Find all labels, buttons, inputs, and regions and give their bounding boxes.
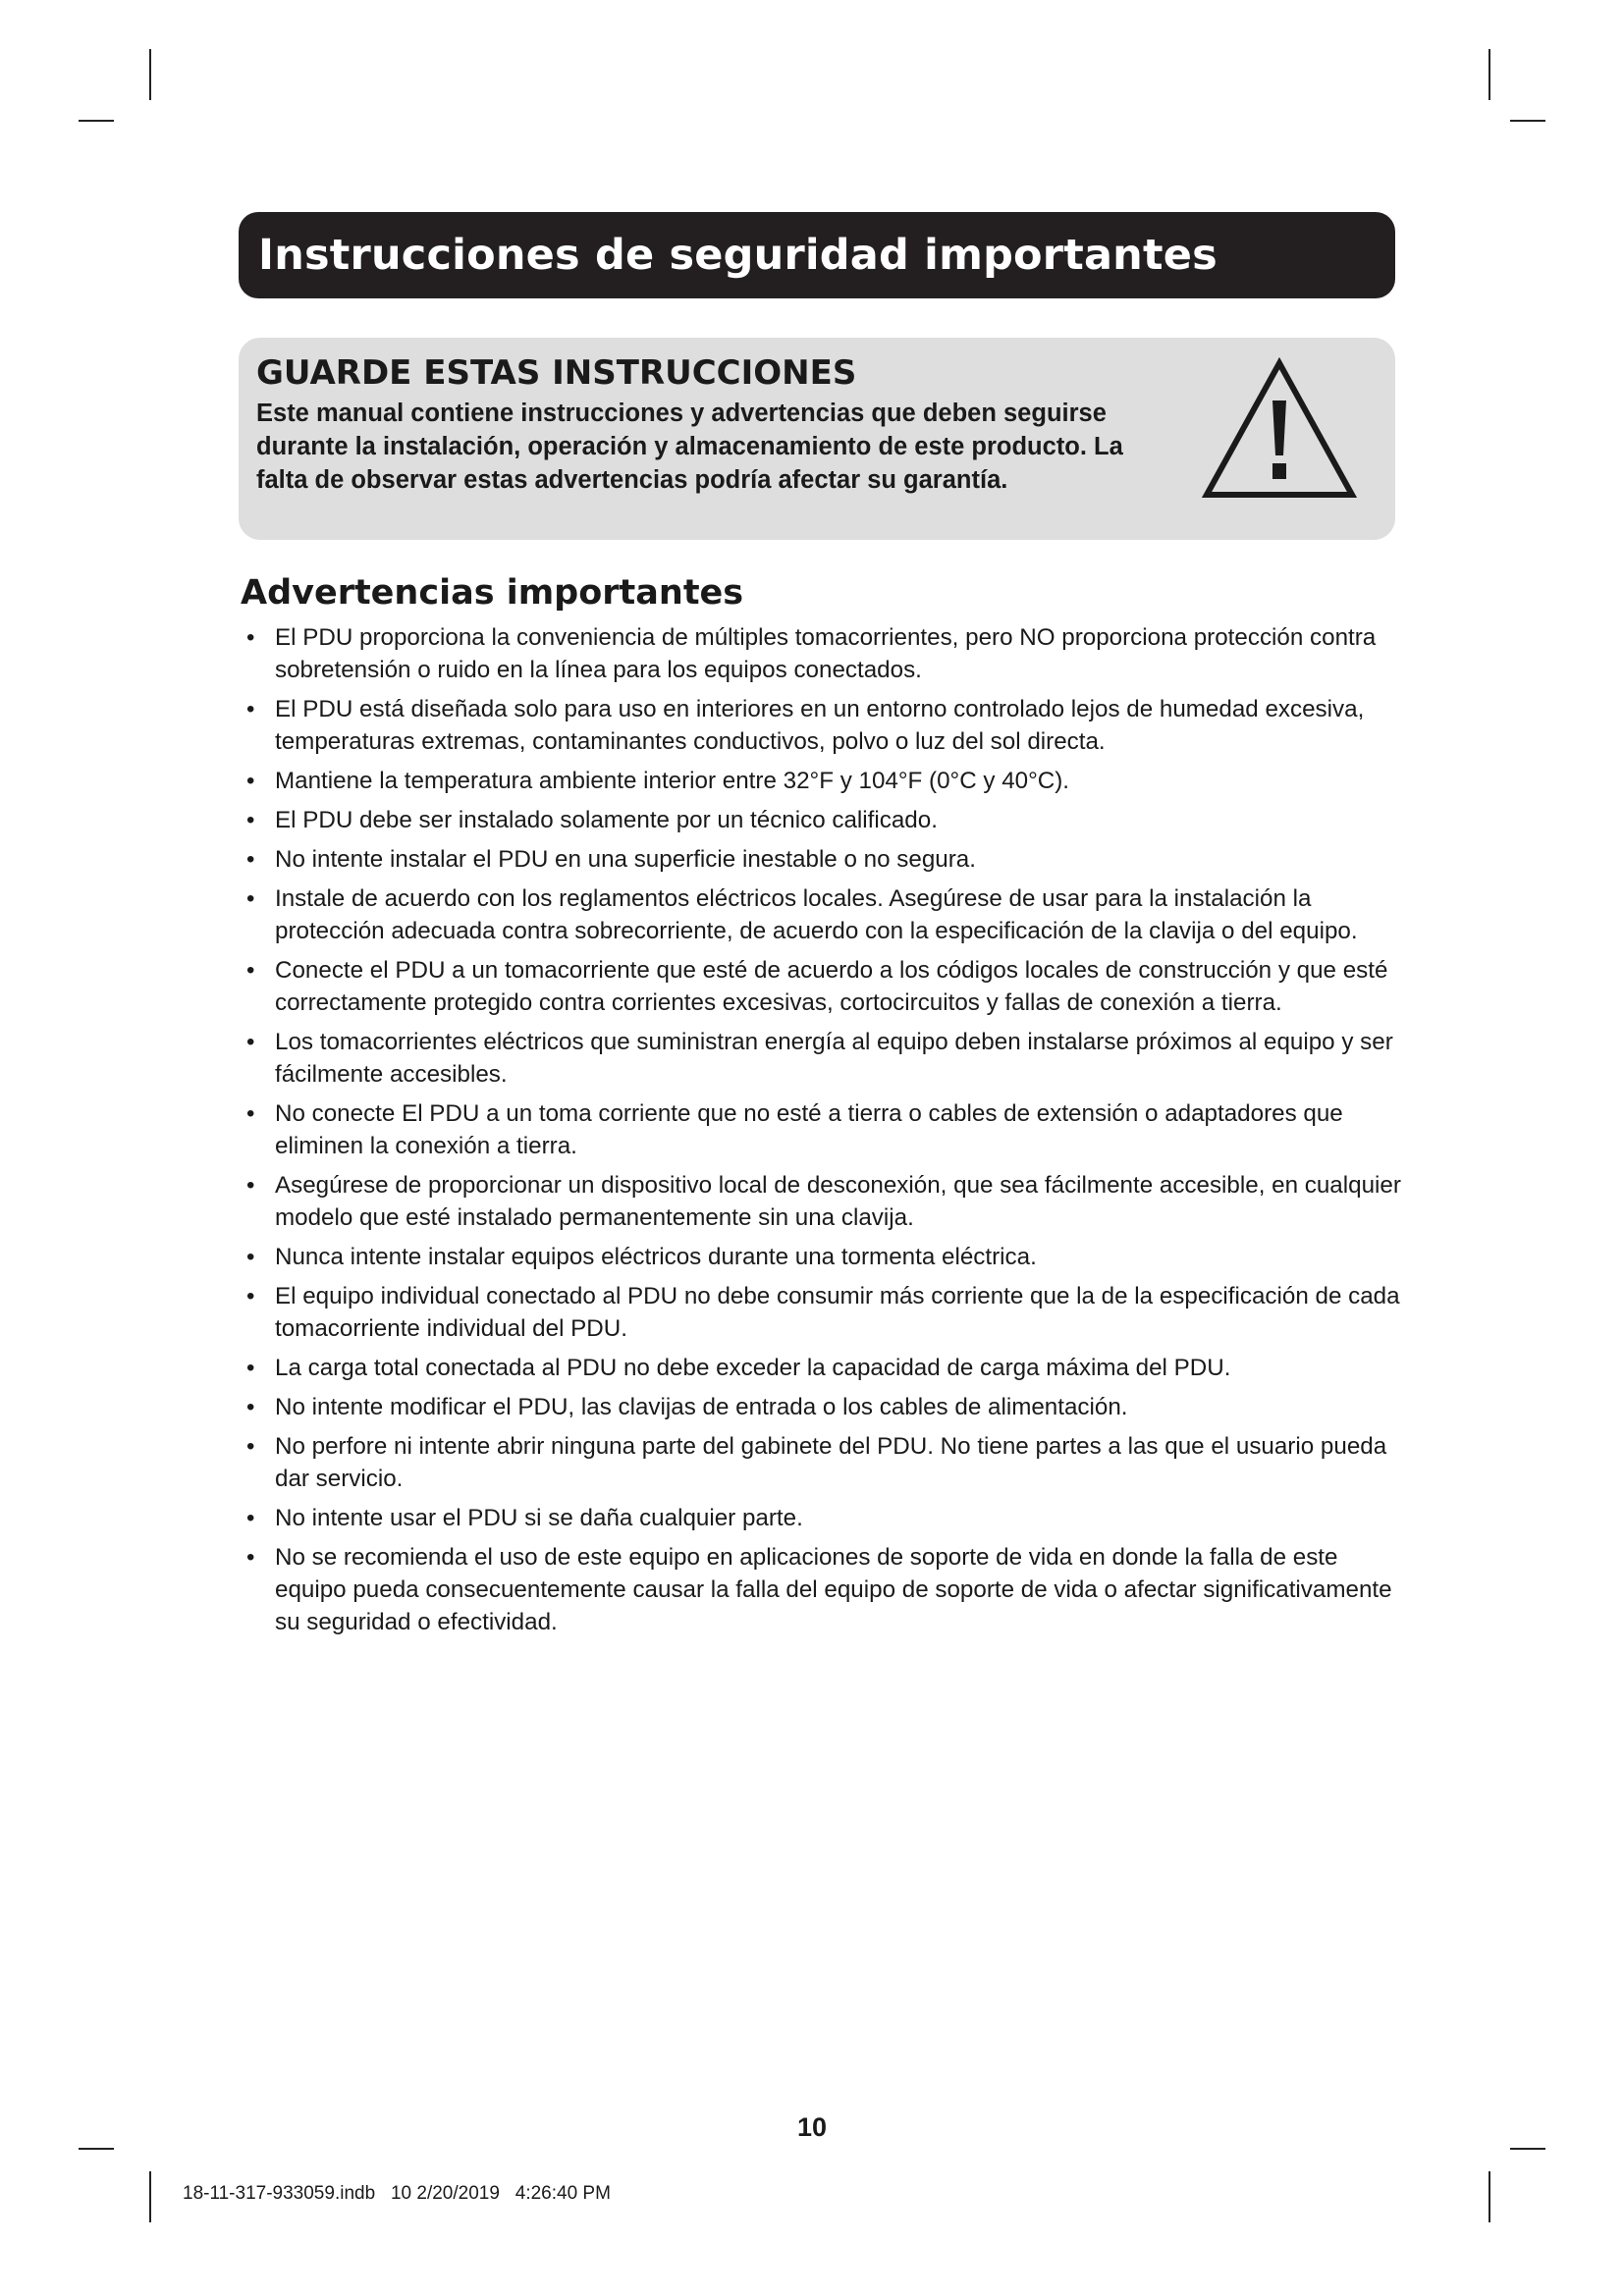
page-title: Instrucciones de seguridad importantes: [258, 231, 1218, 280]
list-item: • No se recomienda el uso de este equipo en aplicaciones de soporte de vida en donde la falla de este equipo pueda consecuentemente causar la falla del equipo de soporte de vida o afectar significativamente su seguridad o efectividad.: [243, 1541, 1401, 1638]
crop-mark: [79, 120, 114, 122]
warning-triangle-icon: [1201, 357, 1358, 501]
crop-mark: [149, 49, 151, 100]
save-instructions-box: [239, 338, 1395, 540]
list-item: • El equipo individual conectado al PDU no debe consumir más corriente que la de la especificación de cada tomacorriente individual del PDU.: [243, 1280, 1401, 1345]
list-item: • No conecte El PDU a un toma corriente que no esté a tierra o cables de extensión o adaptadores que eliminen la conexión a tierra.: [243, 1097, 1401, 1162]
list-item: • Mantiene la temperatura ambiente interior entre 32°F y 104°F (0°C y 40°C).: [243, 765, 1401, 797]
list-item: • No intente usar el PDU si se daña cualquier parte.: [243, 1502, 1401, 1534]
save-instructions-text: Este manual contiene instrucciones y advertencias que deben seguirse durante la instalación, operación y almacenamiento de este producto. La falta de observar estas advertencias podría afectar su garantía.: [256, 400, 1123, 494]
list-item: • El PDU debe ser instalado solamente por un técnico calificado.: [243, 804, 1401, 836]
crop-mark: [1510, 120, 1545, 122]
list-item: • Conecte el PDU a un tomacorriente que esté de acuerdo a los códigos locales de construcción y que esté correctamente protegido contra corrientes excesivas, cortocircuitos y fallas de conexión a tierra.: [243, 954, 1401, 1019]
crop-mark: [1489, 49, 1490, 100]
crop-mark: [79, 2148, 114, 2150]
crop-mark: [1510, 2148, 1545, 2150]
list-item: • Nunca intente instalar equipos eléctricos durante una tormenta eléctrica.: [243, 1241, 1401, 1273]
list-item: • Asegúrese de proporcionar un dispositivo local de desconexión, que sea fácilmente accesible, en cualquier modelo que esté instalado permanentemente sin una clavija.: [243, 1169, 1401, 1234]
list-item: • El PDU está diseñada solo para uso en interiores en un entorno controlado lejos de humedad excesiva, temperaturas extremas, contaminantes conductivos, polvo o luz del sol directa.: [243, 693, 1401, 758]
list-item: • La carga total conectada al PDU no debe exceder la capacidad de carga máxima del PDU.: [243, 1352, 1401, 1384]
save-instructions-heading: GUARDE ESTAS INSTRUCCIONES: [256, 353, 857, 393]
page-number: 10: [796, 2112, 828, 2142]
list-item: • No intente instalar el PDU en una superficie inestable o no segura.: [243, 843, 1401, 876]
list-item: • El PDU proporciona la conveniencia de múltiples tomacorrientes, pero NO proporciona protección contra sobretensión o ruido en la línea para los equipos conectados.: [243, 621, 1401, 686]
list-item: • No perfore ni intente abrir ninguna parte del gabinete del PDU. No tiene partes a las que el usuario pueda dar servicio.: [243, 1430, 1401, 1495]
list-item: • No intente modificar el PDU, las clavijas de entrada o los cables de alimentación.: [243, 1391, 1401, 1423]
crop-mark: [1489, 2171, 1490, 2222]
section-heading: Advertencias importantes: [241, 573, 744, 613]
crop-mark: [149, 2171, 151, 2222]
warnings-list: [243, 621, 1401, 1645]
title-banner: [239, 212, 1395, 298]
list-item: • Instale de acuerdo con los reglamentos eléctricos locales. Asegúrese de usar para la instalación la protección adecuada contra sobrecorriente, de acuerdo con la especificación de la clavija o del equipo.: [243, 882, 1401, 947]
list-item: • Los tomacorrientes eléctricos que suministran energía al equipo deben instalarse próximos al equipo y ser fácilmente accesibles.: [243, 1026, 1401, 1091]
print-info: 18-11-317-933059.indb 10 2/20/2019 4:26:40 PM: [183, 2183, 611, 2204]
